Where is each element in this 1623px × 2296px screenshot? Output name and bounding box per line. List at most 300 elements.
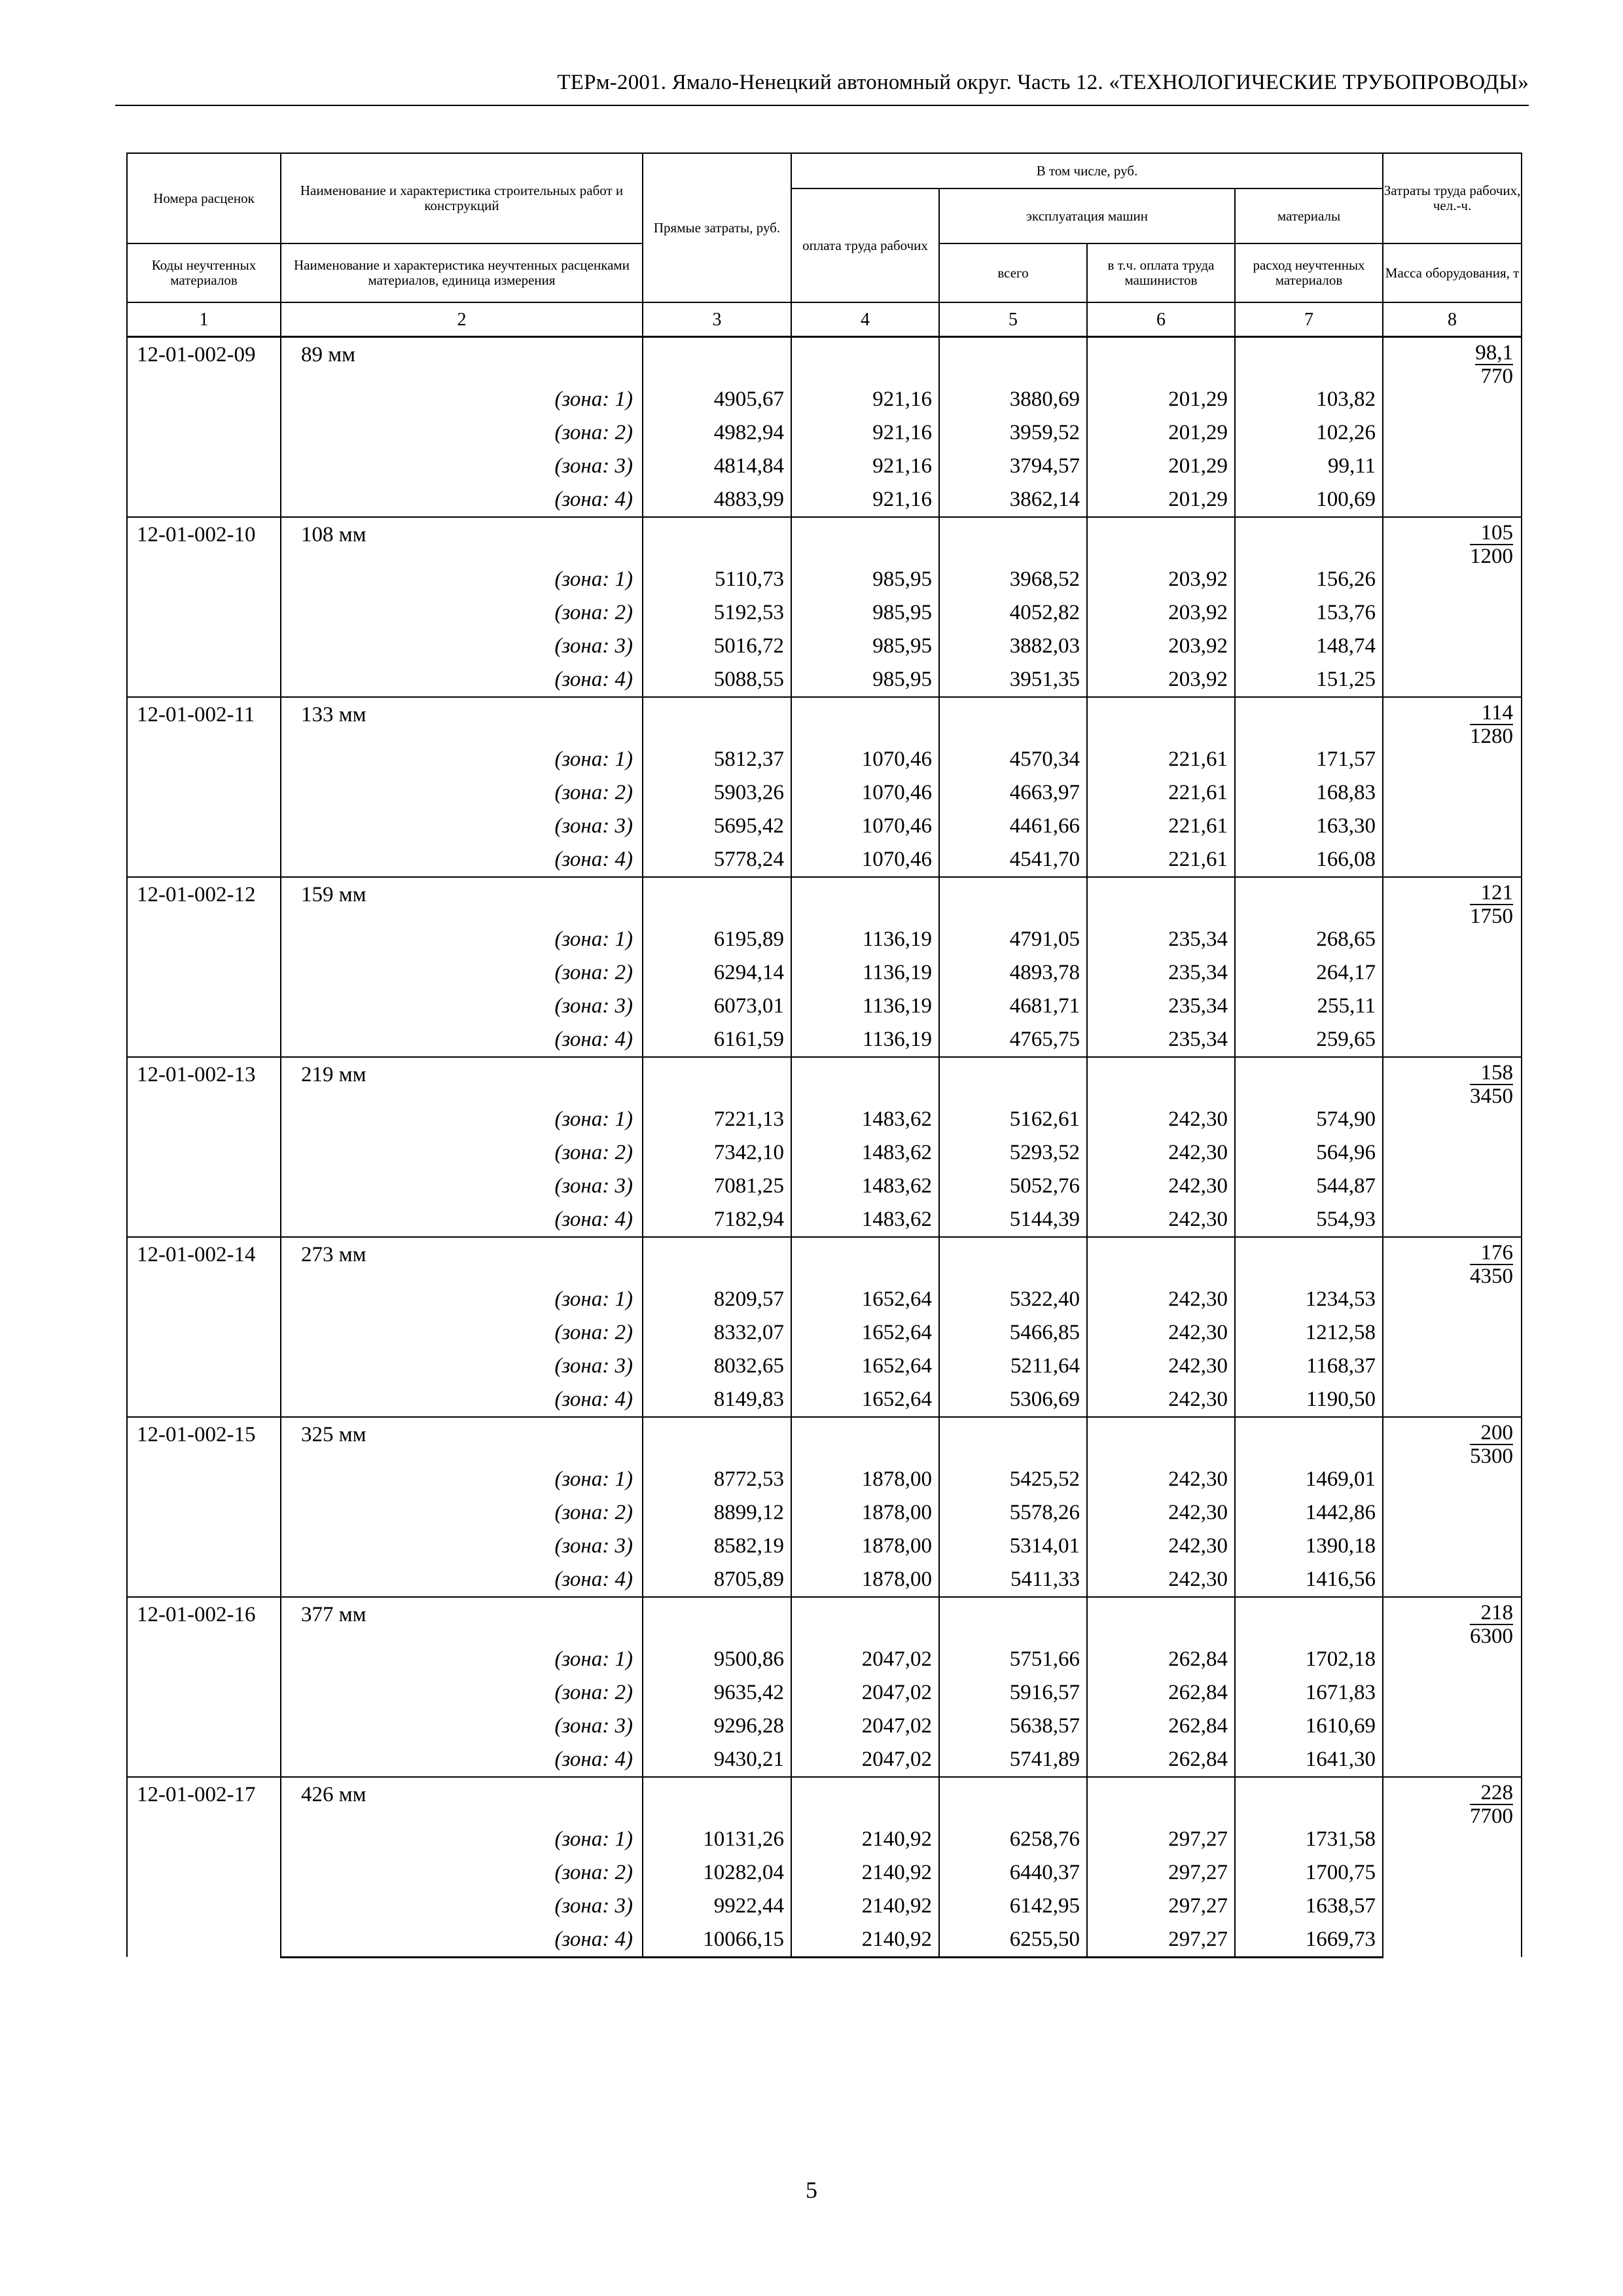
header-col5: всего	[939, 243, 1087, 302]
machines-total-cell: 5211,64	[939, 1350, 1087, 1383]
header-col1-top: Номера расценок	[127, 153, 281, 243]
direct-cost-cell: 9922,44	[643, 1890, 791, 1923]
direct-cost-cell: 9635,42	[643, 1676, 791, 1710]
wage-cell: 2047,02	[791, 1676, 939, 1710]
operators-wage-cell: 297,27	[1087, 1823, 1235, 1856]
header-col2-bottom: Наименование и характеристика неучтенных расценками материалов, единица измерения	[281, 243, 643, 302]
header-col6: в т.ч. оплата труда машинистов	[1087, 243, 1235, 302]
zone-label: (зона: 2)	[281, 776, 643, 810]
operators-wage-cell: 242,30	[1087, 1530, 1235, 1563]
zone-label: (зона: 1)	[281, 563, 643, 596]
zone-label: (зона: 4)	[281, 1023, 643, 1057]
rate-code: 12-01-002-14	[127, 1237, 281, 1417]
operators-wage-cell: 242,30	[1087, 1463, 1235, 1496]
materials-cell: 564,96	[1235, 1136, 1383, 1170]
zone-row	[127, 1103, 1522, 1136]
direct-cost-cell: 5778,24	[643, 843, 791, 877]
materials-cell: 151,25	[1235, 663, 1383, 697]
wage-cell: 1652,64	[791, 1350, 939, 1383]
labor-mass-cell	[1383, 1057, 1522, 1237]
direct-cost-cell: 7342,10	[643, 1136, 791, 1170]
machines-total-cell: 5578,26	[939, 1496, 1087, 1530]
zone-row	[127, 596, 1522, 630]
operators-wage-cell: 221,61	[1087, 743, 1235, 776]
operators-wage-cell: 221,61	[1087, 776, 1235, 810]
labor-mass-fraction	[1470, 702, 1513, 747]
machines-total-cell: 5411,33	[939, 1563, 1087, 1597]
wage-cell: 1136,19	[791, 923, 939, 956]
empty-cell	[1087, 877, 1235, 923]
header-group-included: В том числе, руб.	[791, 153, 1383, 188]
direct-cost-cell: 5695,42	[643, 810, 791, 843]
empty-cell	[1235, 1237, 1383, 1283]
empty-cell	[1087, 1417, 1235, 1463]
machines-total-cell: 5162,61	[939, 1103, 1087, 1136]
zone-label: (зона: 3)	[281, 1530, 643, 1563]
zone-row	[127, 956, 1522, 990]
empty-cell	[1087, 1237, 1235, 1283]
zone-row	[127, 383, 1522, 416]
materials-cell: 1669,73	[1235, 1923, 1383, 1958]
direct-cost-cell: 7221,13	[643, 1103, 791, 1136]
empty-cell	[939, 517, 1087, 563]
zone-row	[127, 923, 1522, 956]
header-col1-bottom: Коды неучтенных материалов	[127, 243, 281, 302]
materials-cell: 268,65	[1235, 923, 1383, 956]
zone-row	[127, 563, 1522, 596]
machines-total-cell: 4663,97	[939, 776, 1087, 810]
empty-cell	[1235, 337, 1383, 383]
empty-cell	[1235, 697, 1383, 743]
operators-wage-cell: 221,61	[1087, 810, 1235, 843]
zone-label: (зона: 2)	[281, 416, 643, 450]
header-col3: Прямые затраты, руб.	[643, 153, 791, 302]
materials-cell: 1212,58	[1235, 1316, 1383, 1350]
operators-wage-cell: 242,30	[1087, 1563, 1235, 1597]
operators-wage-cell: 262,84	[1087, 1743, 1235, 1777]
zone-row	[127, 450, 1522, 483]
zone-row	[127, 663, 1522, 697]
zone-label: (зона: 3)	[281, 1890, 643, 1923]
zone-row	[127, 1316, 1522, 1350]
zone-label: (зона: 2)	[281, 596, 643, 630]
equipment-mass-value: 5300	[1470, 1444, 1514, 1468]
wage-cell: 921,16	[791, 450, 939, 483]
wage-cell: 2140,92	[791, 1890, 939, 1923]
zone-label: (зона: 4)	[281, 1923, 643, 1958]
materials-cell: 1416,56	[1235, 1563, 1383, 1597]
empty-cell	[791, 697, 939, 743]
running-header: ТЕРм-2001. Ямало-Ненецкий автономный округ. Часть 12. «ТЕХНОЛОГИЧЕСКИЕ ТРУБОПРОВОДЫ»	[557, 71, 1529, 94]
operators-wage-cell: 242,30	[1087, 1383, 1235, 1417]
column-number: 8	[1383, 302, 1522, 337]
header-col2-top: Наименование и характеристика строительных работ и конструкций	[281, 153, 643, 243]
zone-label: (зона: 1)	[281, 923, 643, 956]
labor-mass-fraction	[1470, 1602, 1513, 1647]
empty-cell	[1087, 1597, 1235, 1643]
machines-total-cell: 4461,66	[939, 810, 1087, 843]
empty-cell	[1235, 1057, 1383, 1103]
work-name: 377 мм	[281, 1597, 643, 1643]
work-name: 108 мм	[281, 517, 643, 563]
work-name: 273 мм	[281, 1237, 643, 1283]
direct-cost-cell: 9296,28	[643, 1710, 791, 1743]
operators-wage-cell: 262,84	[1087, 1643, 1235, 1676]
labor-cost-value: 98,1	[1475, 341, 1514, 365]
zone-label: (зона: 4)	[281, 1563, 643, 1597]
materials-cell: 544,87	[1235, 1170, 1383, 1203]
zone-row	[127, 1890, 1522, 1923]
zone-row	[127, 1383, 1522, 1417]
zone-label: (зона: 4)	[281, 483, 643, 517]
operators-wage-cell: 297,27	[1087, 1923, 1235, 1958]
direct-cost-cell: 9430,21	[643, 1743, 791, 1777]
zone-row	[127, 1203, 1522, 1237]
direct-cost-cell: 7081,25	[643, 1170, 791, 1203]
rate-code: 12-01-002-16	[127, 1597, 281, 1777]
zone-label: (зона: 3)	[281, 450, 643, 483]
table-body	[127, 337, 1522, 1958]
header-group-materials: материалы	[1235, 188, 1383, 243]
materials-cell: 156,26	[1235, 563, 1383, 596]
equipment-mass-value: 7700	[1470, 1804, 1514, 1828]
direct-cost-cell: 5903,26	[643, 776, 791, 810]
page-number: 5	[806, 2177, 817, 2203]
wage-cell: 985,95	[791, 630, 939, 663]
materials-cell: 1168,37	[1235, 1350, 1383, 1383]
zone-row	[127, 1463, 1522, 1496]
materials-cell: 171,57	[1235, 743, 1383, 776]
materials-cell: 574,90	[1235, 1103, 1383, 1136]
zone-row	[127, 416, 1522, 450]
empty-cell	[939, 697, 1087, 743]
zone-label: (зона: 1)	[281, 1823, 643, 1856]
rate-group-row	[127, 1237, 1522, 1283]
direct-cost-cell: 4814,84	[643, 450, 791, 483]
labor-mass-fraction	[1470, 882, 1513, 927]
zone-label: (зона: 2)	[281, 1496, 643, 1530]
zone-label: (зона: 1)	[281, 383, 643, 416]
labor-cost-value: 121	[1470, 882, 1513, 905]
header-col8-top: Затраты труда рабочих, чел.-ч.	[1383, 153, 1522, 243]
empty-cell	[939, 1777, 1087, 1823]
labor-cost-value: 218	[1470, 1602, 1513, 1625]
column-number: 4	[791, 302, 939, 337]
wage-cell: 1136,19	[791, 990, 939, 1023]
wage-cell: 1136,19	[791, 1023, 939, 1057]
wage-cell: 1652,64	[791, 1283, 939, 1316]
wage-cell: 921,16	[791, 383, 939, 416]
machines-total-cell: 5144,39	[939, 1203, 1087, 1237]
operators-wage-cell: 297,27	[1087, 1856, 1235, 1890]
operators-wage-cell: 235,34	[1087, 990, 1235, 1023]
zone-label: (зона: 4)	[281, 663, 643, 697]
operators-wage-cell: 203,92	[1087, 596, 1235, 630]
empty-cell	[1087, 1057, 1235, 1103]
zone-row	[127, 843, 1522, 877]
materials-cell: 148,74	[1235, 630, 1383, 663]
machines-total-cell: 4570,34	[939, 743, 1087, 776]
labor-cost-value: 200	[1470, 1422, 1513, 1445]
operators-wage-cell: 242,30	[1087, 1170, 1235, 1203]
direct-cost-cell: 6294,14	[643, 956, 791, 990]
zone-row	[127, 1530, 1522, 1563]
operators-wage-cell: 242,30	[1087, 1496, 1235, 1530]
operators-wage-cell: 201,29	[1087, 383, 1235, 416]
machines-total-cell: 3882,03	[939, 630, 1087, 663]
machines-total-cell: 4541,70	[939, 843, 1087, 877]
machines-total-cell: 5638,57	[939, 1710, 1087, 1743]
labor-mass-fraction	[1470, 1062, 1513, 1107]
machines-total-cell: 3951,35	[939, 663, 1087, 697]
machines-total-cell: 4681,71	[939, 990, 1087, 1023]
work-name: 133 мм	[281, 697, 643, 743]
wage-cell: 985,95	[791, 663, 939, 697]
materials-cell: 1700,75	[1235, 1856, 1383, 1890]
wage-cell: 985,95	[791, 563, 939, 596]
materials-cell: 1610,69	[1235, 1710, 1383, 1743]
empty-cell	[939, 1597, 1087, 1643]
zone-label: (зона: 4)	[281, 1203, 643, 1237]
materials-cell: 100,69	[1235, 483, 1383, 517]
empty-cell	[1235, 1777, 1383, 1823]
equipment-mass-value: 770	[1480, 365, 1514, 388]
machines-total-cell: 4893,78	[939, 956, 1087, 990]
labor-mass-fraction	[1470, 1242, 1513, 1287]
work-name: 219 мм	[281, 1057, 643, 1103]
zone-label: (зона: 1)	[281, 1103, 643, 1136]
rate-code: 12-01-002-09	[127, 337, 281, 517]
machines-total-cell: 5322,40	[939, 1283, 1087, 1316]
zone-label: (зона: 1)	[281, 1463, 643, 1496]
empty-cell	[1235, 877, 1383, 923]
zone-row	[127, 1643, 1522, 1676]
labor-cost-value: 176	[1470, 1242, 1513, 1265]
zone-row	[127, 1710, 1522, 1743]
empty-cell	[643, 1417, 791, 1463]
direct-cost-cell: 9500,86	[643, 1643, 791, 1676]
machines-total-cell: 4052,82	[939, 596, 1087, 630]
machines-total-cell: 3959,52	[939, 416, 1087, 450]
operators-wage-cell: 262,84	[1087, 1710, 1235, 1743]
wage-cell: 1878,00	[791, 1530, 939, 1563]
machines-total-cell: 3968,52	[939, 563, 1087, 596]
header-rule	[115, 105, 1529, 106]
operators-wage-cell: 235,34	[1087, 956, 1235, 990]
wage-cell: 921,16	[791, 416, 939, 450]
operators-wage-cell: 201,29	[1087, 416, 1235, 450]
zone-row	[127, 1823, 1522, 1856]
operators-wage-cell: 262,84	[1087, 1676, 1235, 1710]
labor-cost-value: 158	[1470, 1062, 1513, 1085]
wage-cell: 921,16	[791, 483, 939, 517]
empty-cell	[939, 1057, 1087, 1103]
labor-mass-cell	[1383, 1237, 1522, 1417]
direct-cost-cell: 8209,57	[643, 1283, 791, 1316]
equipment-mass-value: 3450	[1470, 1084, 1514, 1108]
zone-row	[127, 483, 1522, 517]
materials-cell: 168,83	[1235, 776, 1383, 810]
column-number: 5	[939, 302, 1087, 337]
zone-label: (зона: 2)	[281, 1856, 643, 1890]
rate-code: 12-01-002-15	[127, 1417, 281, 1597]
header-col8-bottom: Масса оборудования, т	[1383, 243, 1522, 302]
empty-cell	[791, 877, 939, 923]
machines-total-cell: 4765,75	[939, 1023, 1087, 1057]
direct-cost-cell: 8032,65	[643, 1350, 791, 1383]
operators-wage-cell: 242,30	[1087, 1283, 1235, 1316]
wage-cell: 985,95	[791, 596, 939, 630]
rate-code: 12-01-002-11	[127, 697, 281, 877]
machines-total-cell: 5293,52	[939, 1136, 1087, 1170]
operators-wage-cell: 242,30	[1087, 1350, 1235, 1383]
direct-cost-cell: 10131,26	[643, 1823, 791, 1856]
empty-cell	[643, 1057, 791, 1103]
direct-cost-cell: 8899,12	[643, 1496, 791, 1530]
rate-group-row	[127, 1417, 1522, 1463]
header-group-machines: эксплуатация машин	[939, 188, 1235, 243]
zone-row	[127, 1170, 1522, 1203]
zone-label: (зона: 1)	[281, 1643, 643, 1676]
column-number: 2	[281, 302, 643, 337]
wage-cell: 1483,62	[791, 1203, 939, 1237]
empty-cell	[791, 337, 939, 383]
materials-cell: 1234,53	[1235, 1283, 1383, 1316]
labor-mass-fraction	[1470, 1782, 1513, 1827]
empty-cell	[643, 1597, 791, 1643]
wage-cell: 2047,02	[791, 1643, 939, 1676]
rate-group-row	[127, 1057, 1522, 1103]
empty-cell	[643, 1777, 791, 1823]
operators-wage-cell: 242,30	[1087, 1136, 1235, 1170]
empty-cell	[1087, 337, 1235, 383]
materials-cell: 264,17	[1235, 956, 1383, 990]
work-name: 325 мм	[281, 1417, 643, 1463]
materials-cell: 1702,18	[1235, 1643, 1383, 1676]
wage-cell: 1070,46	[791, 843, 939, 877]
labor-mass-cell	[1383, 877, 1522, 1057]
machines-total-cell: 5314,01	[939, 1530, 1087, 1563]
wage-cell: 1652,64	[791, 1383, 939, 1417]
operators-wage-cell: 203,92	[1087, 630, 1235, 663]
wage-cell: 2047,02	[791, 1743, 939, 1777]
rate-code: 12-01-002-12	[127, 877, 281, 1057]
wage-cell: 1652,64	[791, 1316, 939, 1350]
empty-cell	[791, 517, 939, 563]
wage-cell: 1483,62	[791, 1136, 939, 1170]
machines-total-cell: 5741,89	[939, 1743, 1087, 1777]
direct-cost-cell: 4905,67	[643, 383, 791, 416]
operators-wage-cell: 235,34	[1087, 1023, 1235, 1057]
empty-cell	[939, 877, 1087, 923]
zone-label: (зона: 2)	[281, 1316, 643, 1350]
zone-label: (зона: 2)	[281, 1676, 643, 1710]
zone-row	[127, 1136, 1522, 1170]
empty-cell	[791, 1417, 939, 1463]
operators-wage-cell: 242,30	[1087, 1316, 1235, 1350]
materials-cell: 1190,50	[1235, 1383, 1383, 1417]
direct-cost-cell: 8332,07	[643, 1316, 791, 1350]
zone-row	[127, 776, 1522, 810]
materials-cell: 255,11	[1235, 990, 1383, 1023]
direct-cost-cell: 7182,94	[643, 1203, 791, 1237]
operators-wage-cell: 242,30	[1087, 1103, 1235, 1136]
machines-total-cell: 6142,95	[939, 1890, 1087, 1923]
direct-cost-cell: 10282,04	[643, 1856, 791, 1890]
materials-cell: 1641,30	[1235, 1743, 1383, 1777]
direct-cost-cell: 6195,89	[643, 923, 791, 956]
empty-cell	[1087, 517, 1235, 563]
equipment-mass-value: 1200	[1470, 544, 1514, 568]
labor-mass-cell	[1383, 1597, 1522, 1777]
operators-wage-cell: 203,92	[1087, 563, 1235, 596]
wage-cell: 1878,00	[791, 1463, 939, 1496]
direct-cost-cell: 4883,99	[643, 483, 791, 517]
direct-cost-cell: 8149,83	[643, 1383, 791, 1417]
direct-cost-cell: 6161,59	[643, 1023, 791, 1057]
zone-label: (зона: 4)	[281, 1743, 643, 1777]
wage-cell: 2140,92	[791, 1823, 939, 1856]
materials-cell: 102,26	[1235, 416, 1383, 450]
wage-cell: 2140,92	[791, 1923, 939, 1958]
zone-row	[127, 1283, 1522, 1316]
machines-total-cell: 3862,14	[939, 483, 1087, 517]
zone-row	[127, 1496, 1522, 1530]
direct-cost-cell: 6073,01	[643, 990, 791, 1023]
empty-cell	[1087, 697, 1235, 743]
zone-row	[127, 630, 1522, 663]
equipment-mass-value: 1280	[1470, 724, 1514, 748]
zone-row	[127, 1856, 1522, 1890]
empty-cell	[643, 337, 791, 383]
empty-cell	[791, 1057, 939, 1103]
labor-cost-value: 105	[1470, 522, 1513, 545]
zone-row	[127, 990, 1522, 1023]
direct-cost-cell: 8582,19	[643, 1530, 791, 1563]
materials-cell: 99,11	[1235, 450, 1383, 483]
materials-cell: 1469,01	[1235, 1463, 1383, 1496]
operators-wage-cell: 201,29	[1087, 483, 1235, 517]
wage-cell: 1878,00	[791, 1563, 939, 1597]
zone-label: (зона: 1)	[281, 1283, 643, 1316]
zone-label: (зона: 3)	[281, 1170, 643, 1203]
wage-cell: 1136,19	[791, 956, 939, 990]
operators-wage-cell: 221,61	[1087, 843, 1235, 877]
materials-cell: 163,30	[1235, 810, 1383, 843]
zone-row	[127, 1923, 1522, 1958]
operators-wage-cell: 201,29	[1087, 450, 1235, 483]
rate-group-row	[127, 877, 1522, 923]
column-number: 3	[643, 302, 791, 337]
materials-cell: 1731,58	[1235, 1823, 1383, 1856]
direct-cost-cell: 5016,72	[643, 630, 791, 663]
zone-label: (зона: 3)	[281, 1710, 643, 1743]
machines-total-cell: 5751,66	[939, 1643, 1087, 1676]
materials-cell: 1442,86	[1235, 1496, 1383, 1530]
empty-cell	[939, 337, 1087, 383]
machines-total-cell: 6255,50	[939, 1923, 1087, 1958]
labor-mass-fraction	[1470, 1422, 1513, 1467]
zone-row	[127, 1350, 1522, 1383]
rate-code: 12-01-002-17	[127, 1777, 281, 1958]
work-name: 89 мм	[281, 337, 643, 383]
labor-mass-cell	[1383, 517, 1522, 697]
operators-wage-cell: 235,34	[1087, 923, 1235, 956]
labor-mass-fraction	[1475, 342, 1513, 387]
direct-cost-cell: 4982,94	[643, 416, 791, 450]
operators-wage-cell: 297,27	[1087, 1890, 1235, 1923]
materials-cell: 554,93	[1235, 1203, 1383, 1237]
